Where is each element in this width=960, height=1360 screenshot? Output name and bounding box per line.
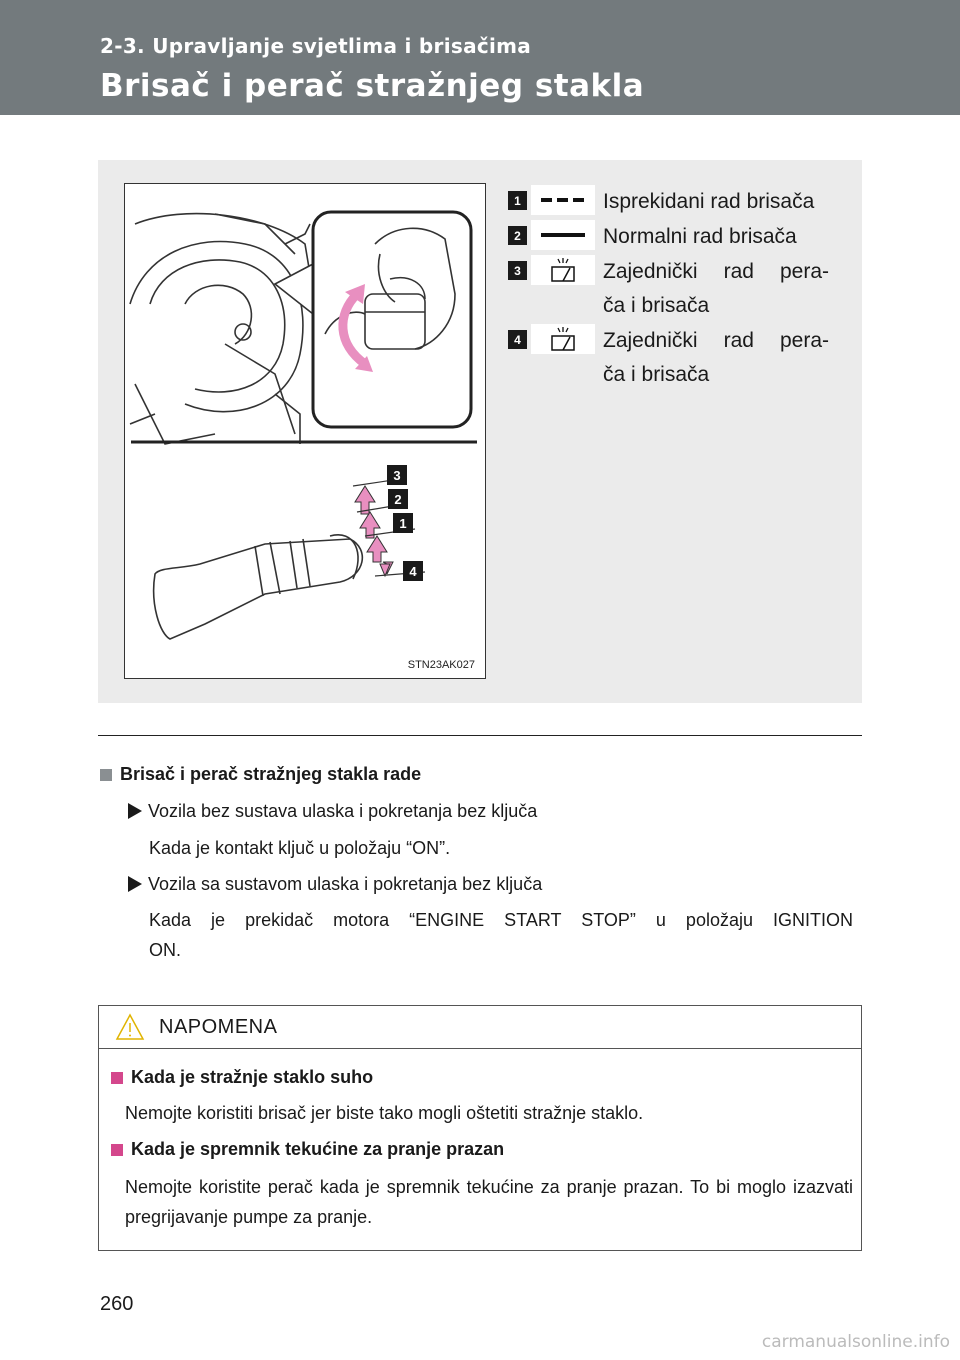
wiper-illustration [124, 183, 486, 679]
legend-num: 3 [508, 261, 527, 280]
legend-item-4 [508, 324, 829, 392]
legend-num: 2 [508, 226, 527, 245]
legend-num: 4 [508, 330, 527, 349]
notice-item-1-text: Nemojte koristiti brisač jer biste tako mogli oštetiti stražnje staklo. [125, 1103, 644, 1123]
condition-1: Vozila bez sustava ulaska i pokretanja bez ključa [128, 796, 537, 826]
notice-item-1-heading: Kada je stražnje staklo suho [111, 1067, 373, 1088]
triangle-bullet-icon [128, 803, 142, 819]
notice-header [99, 1006, 861, 1049]
square-bullet-icon [100, 769, 112, 781]
notice-box [98, 1005, 862, 1251]
figure-code: STN23AK027 [407, 659, 475, 671]
square-bullet-icon [111, 1144, 123, 1156]
section-divider [98, 735, 862, 736]
legend-text-line2: ča i brisača [603, 363, 710, 386]
page-header [0, 0, 960, 115]
detail-2: Kada je prekidač motora “ENGINE START STOP” u položaju IGNITION ON. [149, 910, 853, 960]
notice-item-2-text: Nemojte koristite perač kada je spremnik tekućine za pranje prazan. To bi moglo izazvati pregrijavanje pumpe za pranje. [125, 1177, 853, 1227]
solid-line-icon [531, 220, 595, 250]
legend-text-line1: Zajednički rad pera- [603, 260, 829, 283]
legend-num: 1 [508, 191, 527, 210]
watermark: carmanualsonline.info [761, 1332, 950, 1352]
callout-3: 3 [393, 468, 401, 483]
triangle-bullet-icon [128, 876, 142, 892]
wiper-washer-icon [531, 324, 595, 354]
condition-2: Vozila sa sustavom ulaska i pokretanja bez ključa [128, 869, 542, 899]
legend-text: Normalni rad brisača [603, 225, 797, 248]
page-title: Brisač i perač stražnjeg stakla [100, 68, 645, 104]
warning-triangle-icon [115, 1013, 145, 1041]
wiper-lever-drawing [125, 184, 485, 678]
legend-item-3 [508, 255, 829, 323]
legend-text-line2: ča i brisača [603, 294, 710, 317]
detail-1: Kada je kontakt ključ u položaju “ON”. [149, 838, 451, 858]
page-number: 260 [100, 1293, 134, 1315]
square-bullet-icon [111, 1072, 123, 1084]
legend-text: Isprekidani rad brisača [603, 190, 815, 213]
dashed-line-icon [531, 185, 595, 215]
operation-heading: Brisač i perač stražnjeg stakla rade [100, 764, 421, 785]
notice-label: NAPOMENA [159, 1016, 278, 1038]
callout-1: 1 [399, 516, 407, 531]
wiper-washer-icon [531, 255, 595, 285]
notice-item-2-heading: Kada je spremnik tekućine za pranje prazan [111, 1139, 504, 1160]
callout-4: 4 [409, 564, 417, 579]
callout-2: 2 [394, 492, 402, 507]
legend-text-line1: Zajednički rad pera- [603, 329, 829, 352]
legend-item-2 [508, 220, 829, 254]
legend-item-1 [508, 185, 829, 219]
section-title: 2-3. Upravljanje svjetlima i brisačima [100, 34, 532, 58]
